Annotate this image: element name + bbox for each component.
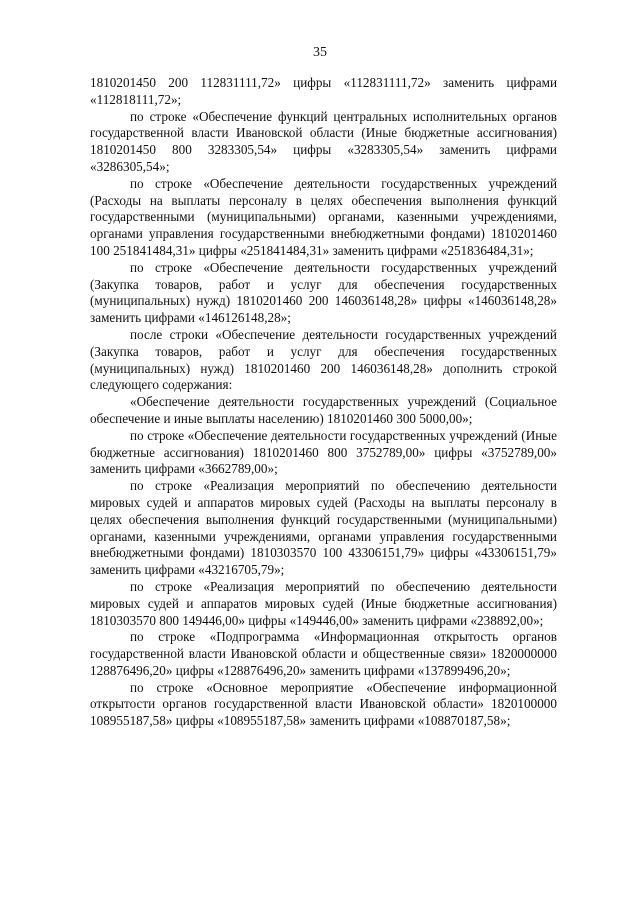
paragraph: по строке «Обеспечение функций центральных исполнительных органов государственной власти Ивановской области (Иные бюджетные ассигнования) 1810201450 800 3283305,54» цифры «3283305,54» заменить цифрами «3286305,54»; <box>90 108 557 174</box>
paragraph: по строке «Подпрограмма «Информационная открытость органов государственной власти Ивановской области и общественные связи» 1820000000 128876496,20» цифры «128876496,20» заменить цифрами «137899496,20»; <box>90 629 557 678</box>
document-body <box>90 75 557 730</box>
paragraph: по строке «Обеспечение деятельности государственных учреждений (Иные бюджетные ассигнования) 1810201460 800 3752789,00» цифры «3752789,00» заменить цифрами «3662789,00»; <box>90 427 557 477</box>
paragraph: по строке «Реализация мероприятий по обеспечению деятельности мировых судей и аппаратов мировых судей (Иные бюджетные ассигнования) 1810303570 800 149446,00» цифры «149446,00» заменить цифрами «238892,00»; <box>90 578 557 628</box>
paragraph: по строке «Основное мероприятие «Обеспечение информационной открытости органов государственной власти Ивановской области» 1820100000 108955187,58» цифры «108955187,58» заменить цифрами «108870187,58»; <box>90 679 557 729</box>
paragraph: по строке «Реализация мероприятий по обеспечению деятельности мировых судей и аппаратов мировых судей (Расходы на выплаты персоналу в целях обеспечения выполнения функций государственными (муниципальными) органами, казенными учреждениями, органами управления государственными внебюджетными фондами) 1810303570 100 43306151,79» цифры «43306151,79» заменить цифрами «43216705,79»; <box>90 478 557 578</box>
page-number: 35 <box>313 45 327 60</box>
paragraph: по строке «Обеспечение деятельности государственных учреждений (Закупка товаров, работ и услуг для обеспечения государственных (муниципальных) нужд) 1810201460 200 146036148,28» цифры «146036148,28» заменить цифрами «146126148,28»; <box>90 259 557 326</box>
paragraph: по строке «Обеспечение деятельности государственных учреждений (Расходы на выплаты персоналу в целях обеспечения выполнения функций государственными (муниципальными) органами, казенными учреждениями, органами управления государственными внебюджетными фондами) 1810201460 100 251841484,31» цифры «251841484,31» заменить цифрами «251836484,31»; <box>90 175 557 258</box>
paragraph: 1810201450 200 112831111,72» цифры «112831111,72» заменить цифрами «112818111,72»; <box>90 75 557 107</box>
paragraph: «Обеспечение деятельности государственных учреждений (Социальное обеспечение и иные выплаты населению) 1810201460 300 5000,00»; <box>90 394 557 426</box>
paragraph: после строки «Обеспечение деятельности государственных учреждений (Закупка товаров, работ и услуг для обеспечения государственных (муниципальных) нужд) 1810201460 200 146036148,28» дополнить строкой следующего содержания: <box>90 326 557 393</box>
